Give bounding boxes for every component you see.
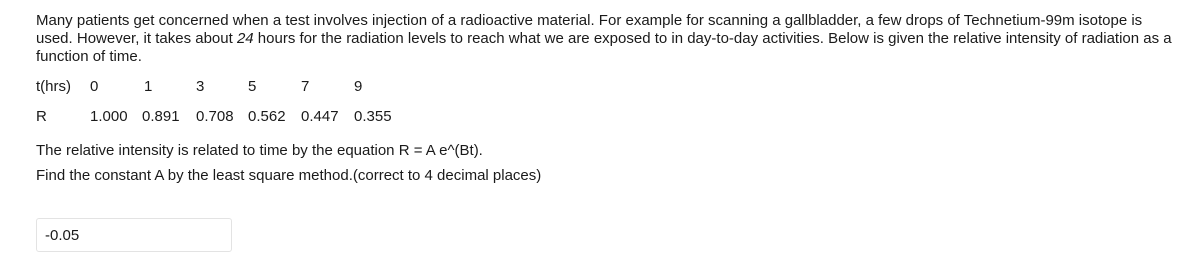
intro-text-part1: Many patients get concerned when a test involves injection of a radioactive material. For example for scanning a gallbladder, a few drops of Technetium-99m isotope is used. However, it takes about — [36, 12, 1143, 47]
intro-text-part2: hours for the radiation levels to reach what we are exposed to in day-to-day activities. Below is given the relative intensity of radiation as a function of time. — [36, 30, 1172, 65]
intensity-value: 0.708 — [196, 108, 234, 125]
time-row — [36, 77, 1176, 97]
intensity-value: 0.355 — [354, 108, 392, 125]
time-value: 0 — [90, 78, 99, 95]
intensity-row-label: R — [36, 108, 47, 125]
question-block — [36, 12, 1176, 186]
time-value: 5 — [248, 78, 257, 95]
task-instruction: Find the constant A by the least square method.(correct to 4 decimal places) — [36, 167, 542, 184]
time-row-label: t(hrs) — [36, 78, 71, 95]
time-value: 1 — [144, 78, 153, 95]
intensity-value: 0.562 — [248, 108, 286, 125]
intensity-value: 0.447 — [301, 108, 339, 125]
time-value: 7 — [301, 78, 310, 95]
intro-emphasis-hours: 24 — [236, 30, 254, 47]
intensity-row — [36, 107, 1176, 127]
answer-input[interactable] — [36, 218, 232, 252]
intensity-value: 1.000 — [90, 108, 128, 125]
equation-statement: The relative intensity is related to time by the equation R = A e^(Bt). — [36, 142, 483, 159]
intensity-value: 0.891 — [142, 108, 180, 125]
problem-statement — [36, 12, 1176, 66]
time-value: 9 — [354, 78, 363, 95]
time-value: 3 — [196, 78, 205, 95]
